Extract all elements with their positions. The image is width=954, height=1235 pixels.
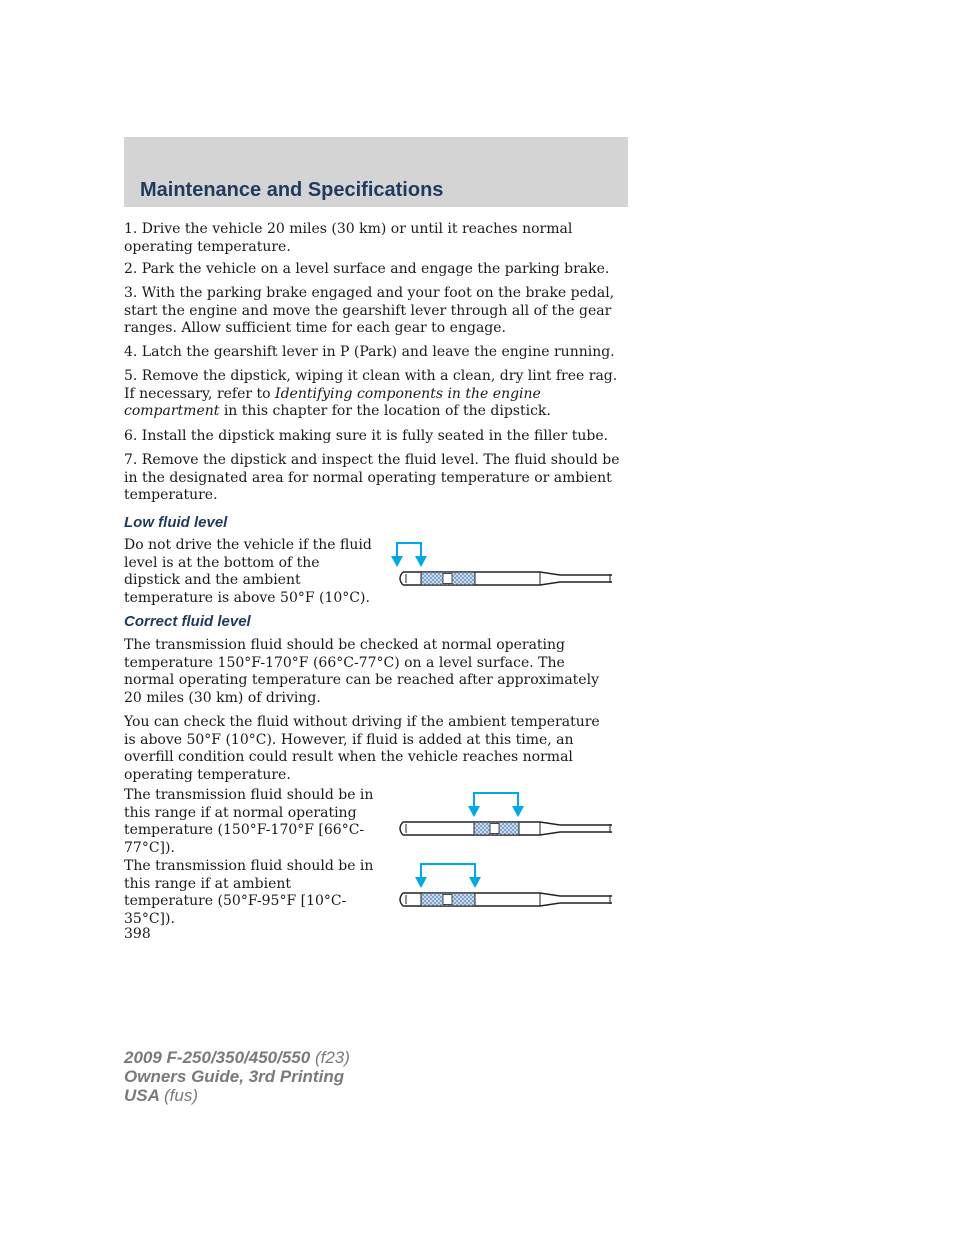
- step-6: 6. Install the dipstick making sure it is fully seated in the filler tube.: [124, 428, 609, 444]
- document-footer: [124, 1048, 350, 1105]
- arrow-bracket: [415, 864, 481, 888]
- low-fluid-heading: Low fluid level: [124, 514, 228, 531]
- correct-fluid-para-2: You can check the fluid without driving if the ambient temperature is above 50°F (10°C). However, if fluid is added at this time, an overfill condition could result when the vehicle reaches normal operating temperature.: [124, 714, 600, 783]
- arrow-bracket: [391, 543, 427, 567]
- step-5: [124, 368, 630, 421]
- dipstick-blade: [400, 572, 612, 585]
- arrow-bracket: [468, 793, 524, 817]
- step-1: 1. Drive the vehicle 20 miles (30 km) or until it reaches normal operating temperature.: [124, 221, 573, 255]
- step-7: 7. Remove the dipstick and inspect the fluid level. The fluid should be in the designated area for normal operating temperature or ambient temperature.: [124, 452, 620, 503]
- footer-market-code: (fus): [164, 1086, 198, 1105]
- step-5-text-start: 5. Remove the dipstick, wiping it clean with a clean, dry lint free rag. If necessary, refer to: [124, 368, 618, 402]
- correct-fluid-para-1: The transmission fluid should be checked at normal operating temperature 150°F-170°F (66°C-77°C) on a level surface. The normal operating temperature can be reached after approximately 20 miles (30 km) of driving.: [124, 637, 599, 706]
- dipstick-blade: [400, 822, 612, 835]
- footer-model: 2009 F-250/350/450/550: [124, 1048, 311, 1067]
- dipstick-ambient-diagram: [385, 861, 617, 911]
- step-4: 4. Latch the gearshift lever in P (Park) and leave the engine running.: [124, 344, 615, 360]
- footer-model-line: [124, 1048, 350, 1067]
- correct-fluid-heading: Correct fluid level: [124, 613, 251, 630]
- section-title: Maintenance and Specifications: [140, 179, 444, 201]
- footer-market: USA: [124, 1086, 160, 1105]
- page-number: 398: [124, 926, 151, 942]
- footer-model-code: (f23): [314, 1048, 350, 1067]
- step-3: 3. With the parking brake engaged and your foot on the brake pedal, start the engine and move the gearshift lever through all of the gear ranges. Allow sufficient time for each gear to engage.: [124, 285, 615, 336]
- footer-guide: Owners Guide, 3rd Printing: [124, 1067, 345, 1086]
- step-2: 2. Park the vehicle on a level surface and engage the parking brake.: [124, 261, 610, 277]
- step-5-text-end: in this chapter for the location of the dipstick.: [219, 403, 551, 419]
- low-fluid-text: Do not drive the vehicle if the fluid level is at the bottom of the dipstick and the ambient temperature is above 50°F (10°C).: [124, 537, 372, 606]
- step-5-reference: Identifying components in the engine compartment: [124, 385, 541, 419]
- dipstick-blade: [400, 893, 612, 906]
- dipstick-normal-diagram: [385, 790, 617, 840]
- normal-range-text: The transmission fluid should be in this range if at normal operating temperature (150°F-170°F [66°C-77°C]).: [124, 787, 374, 856]
- ambient-range-text: The transmission fluid should be in this range if at ambient temperature (50°F-95°F [10°C-35°C]).: [124, 858, 374, 927]
- footer-market-line: [124, 1086, 350, 1105]
- section-header-band: [124, 137, 628, 207]
- dipstick-low-diagram: [385, 540, 617, 590]
